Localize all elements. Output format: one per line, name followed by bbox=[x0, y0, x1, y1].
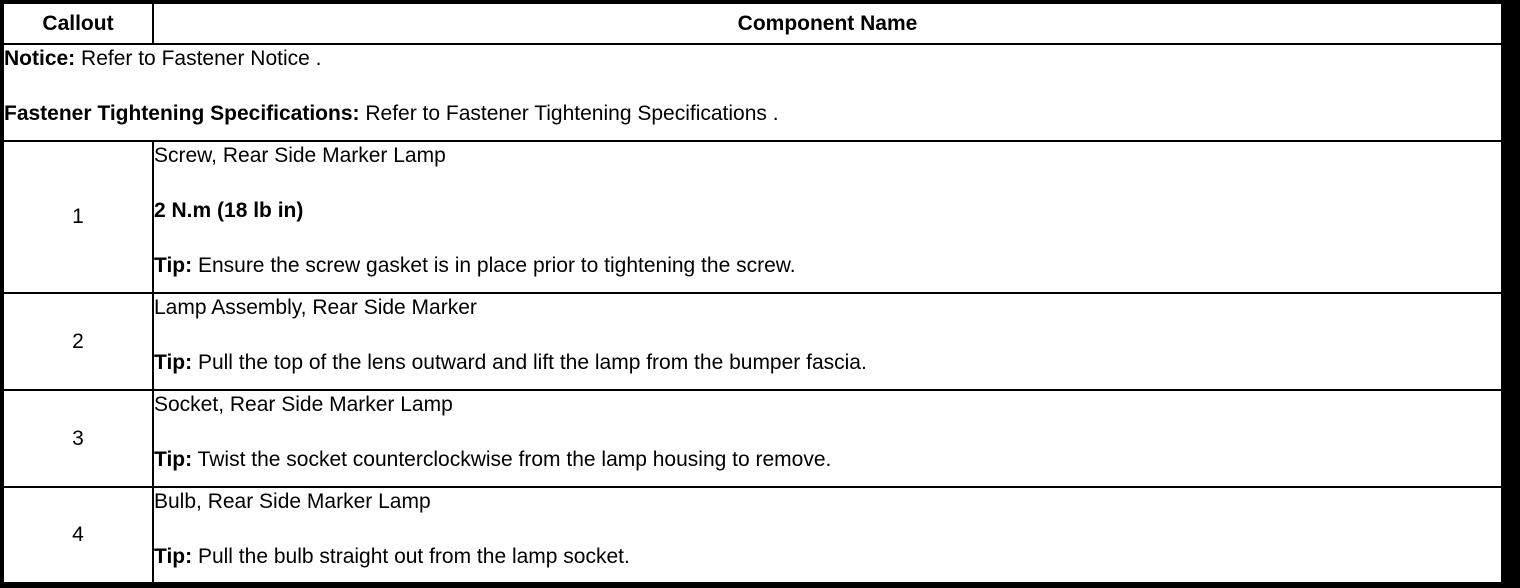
tip-text: Pull the bulb straight out from the lamp socket. bbox=[197, 545, 630, 568]
component-name: Screw, Rear Side Marker Lamp bbox=[154, 144, 446, 167]
torque-spec: 2 N.m (18 lb in) bbox=[154, 199, 304, 222]
callout-number: 1 bbox=[3, 141, 153, 293]
component-name: Bulb, Rear Side Marker Lamp bbox=[154, 490, 431, 513]
notice-paragraph bbox=[4, 45, 1501, 73]
component-table bbox=[2, 2, 1503, 584]
callout-number: 2 bbox=[3, 293, 153, 390]
tip-text: Pull the top of the lens outward and lift the lamp from the bumper fascia. bbox=[197, 351, 867, 374]
callout-number: 4 bbox=[3, 487, 153, 583]
tip-text: Ensure the screw gasket is in place prior to tightening the screw. bbox=[197, 254, 796, 277]
fastener-spec-text: Refer to Fastener Tightening Specifications . bbox=[365, 102, 779, 125]
component-name-column-header: Component Name bbox=[153, 3, 1502, 44]
tip-text: Twist the socket counterclockwise from the lamp housing to remove. bbox=[197, 448, 832, 471]
callout-column-header: Callout bbox=[3, 3, 153, 44]
fastener-spec-label: Fastener Tightening Specifications: bbox=[4, 102, 360, 125]
tip-paragraph bbox=[154, 543, 1501, 571]
notice-text: Refer to Fastener Notice . bbox=[81, 47, 322, 70]
notice-row bbox=[3, 44, 1502, 141]
tip-paragraph bbox=[154, 252, 1501, 280]
table-row bbox=[3, 141, 1502, 293]
component-cell bbox=[153, 141, 1502, 293]
component-cell bbox=[153, 293, 1502, 390]
fastener-spec-paragraph bbox=[4, 100, 1501, 128]
tip-label: Tip: bbox=[154, 254, 193, 277]
component-cell bbox=[153, 390, 1502, 487]
tip-paragraph bbox=[154, 446, 1501, 474]
tip-label: Tip: bbox=[154, 545, 193, 568]
table-row bbox=[3, 293, 1502, 390]
component-name: Socket, Rear Side Marker Lamp bbox=[154, 393, 453, 416]
component-cell bbox=[153, 487, 1502, 583]
notice-label: Notice: bbox=[4, 47, 76, 70]
table-header-row bbox=[3, 3, 1502, 44]
tip-label: Tip: bbox=[154, 448, 193, 471]
table-row bbox=[3, 487, 1502, 583]
tip-paragraph bbox=[154, 349, 1501, 377]
callout-number: 3 bbox=[3, 390, 153, 487]
table-row bbox=[3, 390, 1502, 487]
tip-label: Tip: bbox=[154, 351, 193, 374]
notice-cell bbox=[3, 44, 1502, 141]
component-name: Lamp Assembly, Rear Side Marker bbox=[154, 296, 477, 319]
